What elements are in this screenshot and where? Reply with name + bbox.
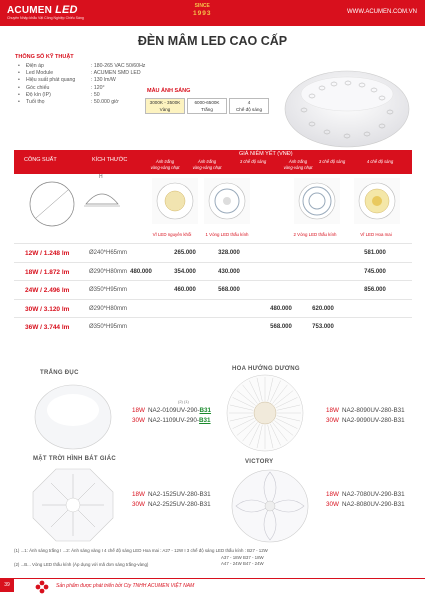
price-cell: 581.000 (364, 250, 386, 256)
spec-label: Góc chiếu (26, 84, 50, 91)
watt: 30W (326, 500, 339, 508)
watt: 18W (132, 491, 145, 498)
price-subheader: 3 chế độ sáng (239, 159, 267, 164)
since-badge (193, 3, 211, 17)
color-range: 4 (247, 100, 251, 105)
spec-label: Led Module (26, 70, 54, 77)
product-codes-trang-duc (132, 406, 211, 425)
footer-rule (0, 578, 425, 579)
page-number: 39 (0, 578, 14, 592)
power-cell: 24W / 2.496 lm (25, 287, 70, 294)
product-image-hoa-huong-duong (222, 372, 308, 454)
color-name: Chế độ sáng (235, 106, 263, 112)
spec-label: Tuổi thọ (26, 98, 45, 105)
product-image-mat-troi (30, 466, 116, 544)
spec-value: : 130 lm/W (91, 77, 116, 84)
image-label-2: 1 Vòng LED thấu kính (205, 232, 249, 237)
code: NA2-1525UV-280-B31 (148, 491, 211, 498)
price-cell: 460.000 (174, 287, 196, 293)
note-line-1: (1) ...1: Ánh sáng trắng I ...2: Ánh sáng vàng I 4 chế độ sáng LED Hoa mai : A27 - 12W I 3 chế độ sáng LED thấu kính : B27 - 12W (14, 548, 268, 553)
code: NA2-1109UV-290- (148, 416, 199, 424)
price-cell: 328.000 (218, 250, 240, 256)
image-label-4: Vĩ LED Hoa mai (360, 232, 392, 237)
product-image-victory (228, 466, 312, 546)
col-size-header: KÍCH THƯỚC (92, 157, 128, 163)
price-subheader: Ánh trắng vàng-vàng nhạt (150, 159, 180, 170)
price-subheader: Ánh trắng vàng-vàng nhạt (192, 159, 222, 170)
table-row (14, 299, 412, 318)
size-cell: Ø350*H95mm (89, 287, 128, 293)
size-cell: Ø350*H95mm (89, 324, 128, 330)
price-cell: 430.000 (218, 268, 240, 275)
col-power-header: CÔNG SUẤT (24, 157, 57, 163)
spec-row (18, 85, 145, 92)
price-cell: 745.000 (364, 268, 386, 275)
size-cell: Ø290*H80mm (89, 268, 128, 275)
price-subheader: 3 chế độ sáng (318, 159, 346, 164)
spec-value: : 120° (91, 84, 105, 91)
price-cell: 265.000 (174, 250, 196, 256)
product-name-hoa-huong-duong: HOA HƯỚNG DƯƠNG (232, 366, 300, 372)
size-cell: Ø290*H80mm (89, 305, 128, 312)
price-cell: 480.000 (270, 305, 292, 312)
product-image-trang-duc (28, 382, 118, 452)
note-superscript: (2) (1) (178, 399, 189, 404)
code-highlight: B31 (199, 407, 212, 414)
brand-tagline: Chuyên Nhập khẩu Vật Công Nghiệp Chiếu Sáng (7, 16, 84, 20)
color-name: Vàng (159, 106, 171, 112)
spec-row (18, 99, 145, 106)
spec-value: : 180-265 VAC 50/60Hz (91, 63, 146, 69)
image-label-1: Vĩ LED nguyên khối (152, 232, 192, 237)
price-table-body (14, 243, 412, 336)
dimension-h-label: H (99, 174, 103, 180)
note-line-2b: A47 - 24W B47 - 24W (221, 561, 264, 566)
size-cell: Ø240*H65mm (89, 250, 128, 256)
note-line-2: (2) ...B... Vòng LED thấu kính (Áp dụng với mã đơn sáng trắng-vàng) (14, 562, 149, 567)
note-line-1b: A37 - 18W B37 - 18W (221, 555, 264, 560)
power-cell: 36W / 3.744 lm (25, 324, 70, 331)
code: NA2-2525UV-280-B31 (148, 500, 211, 508)
brand-name: ACUMEN (7, 5, 53, 16)
code: NA2-8090UV-280-B31 (342, 407, 405, 414)
price-subheader: Ánh trắng vàng-vàng nhạt (283, 159, 313, 170)
color-name: Trắng (201, 106, 213, 112)
price-cell: 354.000 (174, 268, 196, 275)
brand-led: LED (55, 4, 78, 16)
table-row (14, 280, 412, 299)
specs-list (18, 63, 145, 106)
price-cell: 568.000 (270, 324, 292, 330)
since-label: SINCE (194, 3, 210, 9)
footnotes (14, 547, 412, 567)
spec-value: : 50.000 giờ (91, 98, 119, 105)
col-price-header: GIÁ NIÊM YẾT (VNĐ) (239, 151, 293, 157)
ceiling-lamp-image (282, 54, 412, 152)
product-codes-mat-troi (132, 490, 211, 509)
price-cell: 480.000 (130, 268, 152, 275)
product-images-row (14, 174, 412, 242)
code: NA2-8080UV-290-B31 (342, 500, 405, 508)
spec-row (18, 63, 145, 70)
color-option-warm (145, 98, 185, 114)
bullet: • (18, 84, 20, 91)
table-row (14, 317, 412, 336)
spec-label: Điện áp (26, 63, 44, 69)
price-table-header (14, 150, 412, 174)
watt: 18W (326, 407, 339, 414)
price-cell: 568.000 (218, 287, 240, 293)
code: NA2-7080UV-290-B31 (342, 491, 405, 498)
lamp-thumb-3 (294, 178, 340, 224)
watt: 30W (326, 416, 339, 424)
color-option-modes (229, 98, 269, 114)
dimension-diagram (30, 182, 120, 226)
flower-logo-icon (34, 579, 50, 595)
table-row (14, 262, 412, 281)
bullet: • (18, 63, 20, 69)
header-bar (0, 0, 425, 26)
code: NA2-0109UV-290- (148, 407, 200, 414)
spec-row (18, 77, 145, 84)
price-cell: 620.000 (312, 305, 334, 312)
product-name-trang-duc: TRẮNG ĐỤC (40, 370, 79, 376)
bullet: • (18, 91, 20, 98)
since-year: 1993 (193, 10, 212, 17)
color-light-heading: MÀU ÁNH SÁNG (147, 88, 191, 94)
bullet: • (18, 77, 20, 84)
product-codes-victory (326, 490, 405, 509)
watt: 18W (132, 407, 145, 414)
color-range: 3000K - 3500K (149, 100, 181, 105)
spec-value: : 50 (91, 91, 100, 98)
watt: 30W (132, 416, 145, 424)
lamp-thumb-4 (354, 178, 400, 224)
price-subheader: 4 chế độ sáng (366, 159, 394, 164)
spec-label: Hiệu suất phát quang (26, 77, 76, 84)
website-link[interactable]: WWW.ACUMEN.COM.VN (347, 9, 417, 15)
watt: 18W (326, 491, 339, 498)
lamp-thumb-1 (152, 178, 198, 224)
specs-heading: THÔNG SỐ KỸ THUẬT (15, 54, 74, 60)
brand-logo (7, 4, 78, 16)
price-cell: 856.000 (364, 287, 386, 293)
bullet: • (18, 70, 20, 77)
bullet: • (18, 98, 20, 105)
color-option-white (187, 98, 227, 114)
product-name-mat-troi: MẶT TRỜI HÌNH BÁT GIÁC (33, 456, 117, 462)
product-name-victory: VICTORY (245, 459, 274, 465)
spec-row (18, 70, 145, 77)
product-codes-hoa-huong-duong (326, 406, 405, 425)
power-cell: 12W / 1.248 lm (25, 250, 70, 257)
spec-label: Độ kín (IP) (26, 91, 51, 98)
lamp-thumb-2 (204, 178, 250, 224)
price-cell: 753.000 (312, 324, 334, 330)
color-range: 6000-6500K (194, 100, 220, 105)
watt: 30W (132, 500, 145, 508)
code: NA2-9090UV-280-B31 (342, 416, 405, 424)
spec-value: : ACUMEN SMD LED (91, 70, 141, 77)
footer-text: Sản phẩm được phát triển bởi Cty TNHH ACUMEN VIỆT NAM (56, 583, 195, 589)
image-label-3: 2 Vòng LED thấu kính (293, 232, 337, 237)
power-cell: 18W / 1.872 lm (25, 268, 70, 276)
power-cell: 30W / 3.120 lm (25, 305, 70, 313)
spec-row (18, 92, 145, 99)
code-highlight: B31 (199, 416, 211, 424)
page-title: ĐÈN MÂM LED CAO CẤP (137, 34, 288, 48)
table-row (14, 243, 412, 262)
